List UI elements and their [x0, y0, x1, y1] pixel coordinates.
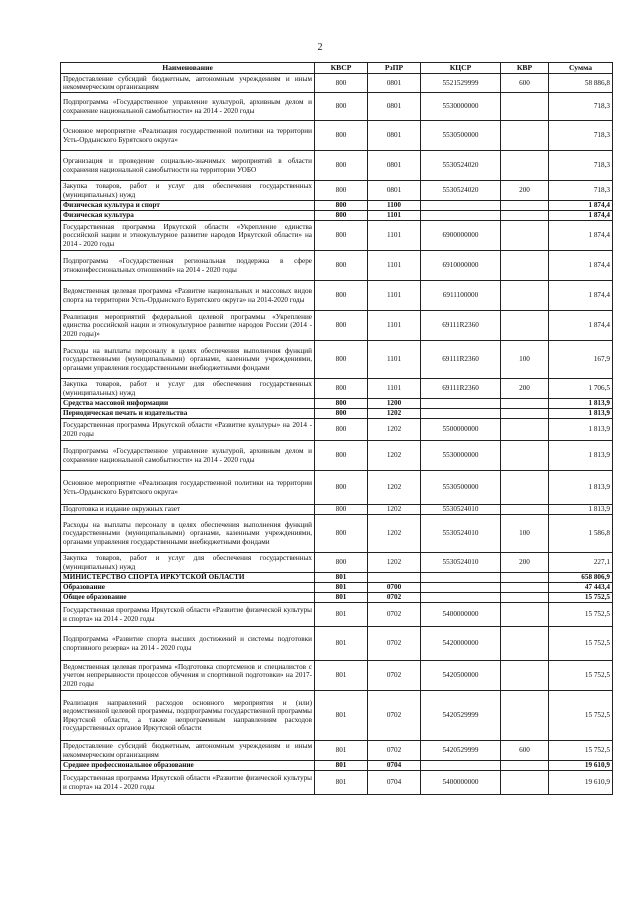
row-kvr — [501, 281, 549, 311]
row-kcsr: 69111R2360 — [421, 379, 501, 399]
row-kvsr: 800 — [315, 251, 368, 281]
row-rzpr: 1202 — [368, 505, 421, 515]
table-row — [61, 281, 613, 311]
row-kvr — [501, 251, 549, 281]
table-row — [61, 573, 613, 583]
table-row — [61, 471, 613, 505]
row-name: МИНИСТЕРСТВО СПОРТА ИРКУТСКОЙ ОБЛАСТИ — [61, 573, 315, 583]
row-sum: 1 874,4 — [549, 281, 613, 311]
row-kvsr: 800 — [315, 93, 368, 121]
row-kvsr: 801 — [315, 771, 368, 795]
row-name: Физическая культура и спорт — [61, 201, 315, 211]
row-kvsr: 800 — [315, 281, 368, 311]
row-sum: 1 813,9 — [549, 441, 613, 471]
row-rzpr: 1101 — [368, 379, 421, 399]
row-sum: 1 586,8 — [549, 515, 613, 553]
row-sum: 15 752,5 — [549, 691, 613, 741]
row-sum: 1 874,4 — [549, 251, 613, 281]
row-kcsr: 5500000000 — [421, 419, 501, 441]
row-sum: 227,1 — [549, 553, 613, 573]
row-rzpr — [368, 573, 421, 583]
row-rzpr: 1101 — [368, 221, 421, 251]
table-row — [61, 151, 613, 181]
row-kvsr: 800 — [315, 121, 368, 151]
row-kvr — [501, 691, 549, 741]
header-rzpr: РзПР — [368, 63, 421, 74]
row-rzpr: 1202 — [368, 515, 421, 553]
row-sum: 1 874,4 — [549, 311, 613, 341]
row-kcsr: 5400000000 — [421, 771, 501, 795]
row-rzpr: 0801 — [368, 151, 421, 181]
row-kvr — [501, 311, 549, 341]
row-name: Реализация направлений расходов основного мероприятия и (или) ведомственной целевой программы, подпрограммы государственной программы Иркутской области, а также непрограммным направлениям расходов государственных органов Иркутской области — [61, 691, 315, 741]
table-row — [61, 399, 613, 409]
row-sum: 15 752,5 — [549, 593, 613, 603]
row-kcsr — [421, 201, 501, 211]
row-rzpr: 1202 — [368, 471, 421, 505]
row-kcsr: 5530500000 — [421, 121, 501, 151]
row-name: Государственная программа Иркутской области «Развитие физической культуры и спорта» на 2014 - 2020 годы — [61, 771, 315, 795]
row-sum: 15 752,5 — [549, 661, 613, 691]
row-kcsr: 5420000000 — [421, 627, 501, 661]
row-name: Ведомственная целевая программа «Развитие национальных и массовых видов спорта на территории Усть-Ордынского Бурятского округа» на 2014-2020 годы — [61, 281, 315, 311]
row-rzpr: 0702 — [368, 603, 421, 627]
row-rzpr: 0702 — [368, 691, 421, 741]
row-kvr: 200 — [501, 553, 549, 573]
row-kcsr: 5530524020 — [421, 181, 501, 201]
row-sum: 658 806,9 — [549, 573, 613, 583]
row-kcsr — [421, 761, 501, 771]
table-row — [61, 251, 613, 281]
row-kvr — [501, 121, 549, 151]
row-kvsr: 801 — [315, 583, 368, 593]
header-kvr: КВР — [501, 63, 549, 74]
row-kvsr: 801 — [315, 593, 368, 603]
row-sum: 15 752,5 — [549, 627, 613, 661]
table-row — [61, 553, 613, 573]
header-name: Наименование — [61, 63, 315, 74]
row-kcsr: 69111R2360 — [421, 311, 501, 341]
row-rzpr: 0801 — [368, 181, 421, 201]
row-sum: 1 813,9 — [549, 471, 613, 505]
row-kvr — [501, 399, 549, 409]
row-kvsr: 801 — [315, 691, 368, 741]
row-kvsr: 800 — [315, 553, 368, 573]
row-kvr: 600 — [501, 741, 549, 761]
row-name: Основное мероприятие «Реализация государственной политики на территории Усть-Ордынского Бурятского округа» — [61, 471, 315, 505]
row-kvsr: 800 — [315, 341, 368, 379]
row-kvsr: 800 — [315, 515, 368, 553]
row-sum: 19 610,9 — [549, 771, 613, 795]
header-sum: Сумма — [549, 63, 613, 74]
row-kvr: 100 — [501, 341, 549, 379]
row-kvr — [501, 505, 549, 515]
row-rzpr: 1101 — [368, 341, 421, 379]
row-rzpr: 1202 — [368, 419, 421, 441]
row-kcsr: 5530524010 — [421, 553, 501, 573]
row-kvr — [501, 573, 549, 583]
row-sum: 718,3 — [549, 151, 613, 181]
budget-table — [60, 62, 613, 795]
row-name: Расходы на выплаты персоналу в целях обеспечения выполнения функций государственными (муниципальными) органами, казенными учреждениями, органами управления государственными внебюджетными фондами — [61, 515, 315, 553]
row-name: Государственная программа Иркутской области «Развитие культуры» на 2014 - 2020 годы — [61, 419, 315, 441]
row-kvr — [501, 441, 549, 471]
table-row — [61, 211, 613, 221]
row-kvr — [501, 419, 549, 441]
row-sum: 718,3 — [549, 121, 613, 151]
header-kvsr: КВСР — [315, 63, 368, 74]
table-row — [61, 311, 613, 341]
row-sum: 47 443,4 — [549, 583, 613, 593]
row-name: Организация и проведение социально-значимых мероприятий в области сохранения национальной самобытности на территории УОБО — [61, 151, 315, 181]
row-kvsr: 800 — [315, 311, 368, 341]
table-row — [61, 181, 613, 201]
row-name: Государственная программа Иркутской области «Укрепление единства российской нации и этнокультурное развитие народов Иркутской области» на 2014 - 2020 годы — [61, 221, 315, 251]
row-kvsr: 801 — [315, 661, 368, 691]
row-name: Предоставление субсидий бюджетным, автономным учреждениям и иным некоммерческим организациям — [61, 74, 315, 93]
row-kvr: 200 — [501, 181, 549, 201]
row-kvsr: 800 — [315, 409, 368, 419]
row-kvr — [501, 771, 549, 795]
row-kcsr: 5530000000 — [421, 441, 501, 471]
row-kvsr: 801 — [315, 603, 368, 627]
row-rzpr: 0704 — [368, 761, 421, 771]
table-row — [61, 93, 613, 121]
row-kcsr: 6911100000 — [421, 281, 501, 311]
row-name: Подпрограмма «Государственная региональная поддержка в сфере этноконфессиональных отношений» на 2014 - 2020 годы — [61, 251, 315, 281]
row-kcsr: 6900000000 — [421, 221, 501, 251]
table-row — [61, 761, 613, 771]
row-rzpr: 1101 — [368, 311, 421, 341]
row-rzpr: 0702 — [368, 593, 421, 603]
row-kvr — [501, 211, 549, 221]
row-kvr — [501, 761, 549, 771]
table-row — [61, 741, 613, 761]
row-kvsr: 800 — [315, 201, 368, 211]
row-rzpr: 0702 — [368, 627, 421, 661]
row-rzpr: 0801 — [368, 121, 421, 151]
table-row — [61, 505, 613, 515]
row-rzpr: 0700 — [368, 583, 421, 593]
row-kvr — [501, 593, 549, 603]
row-kvr — [501, 583, 549, 593]
row-kcsr — [421, 399, 501, 409]
table-body — [61, 74, 613, 795]
row-name: Ведомственная целевая программа «Подготовка спортсменов и специалистов с учетом непрерывности процессов обучения и спортивной подготовки» на 2017-2020 годы — [61, 661, 315, 691]
table-row — [61, 201, 613, 211]
row-name: Физическая культура — [61, 211, 315, 221]
row-sum: 1 874,4 — [549, 211, 613, 221]
table-row — [61, 691, 613, 741]
table-row — [61, 583, 613, 593]
header-kcsr: КЦСР — [421, 63, 501, 74]
row-name: Реализация мероприятий федеральной целевой программы «Укрепление единства российской нации и этнокультурное развитие народов России (2014 - 2020 годы)» — [61, 311, 315, 341]
row-kvsr: 800 — [315, 505, 368, 515]
row-kvr — [501, 627, 549, 661]
row-name: Подготовка и издание окружных газет — [61, 505, 315, 515]
row-sum: 1 813,9 — [549, 505, 613, 515]
table-row — [61, 121, 613, 151]
table-row — [61, 341, 613, 379]
row-kvr — [501, 409, 549, 419]
row-kcsr — [421, 583, 501, 593]
row-kvr — [501, 221, 549, 251]
row-kvr — [501, 151, 549, 181]
row-rzpr: 0702 — [368, 661, 421, 691]
row-kcsr: 5420500000 — [421, 661, 501, 691]
row-rzpr: 1101 — [368, 211, 421, 221]
table-row — [61, 603, 613, 627]
row-kvsr: 800 — [315, 211, 368, 221]
row-kcsr: 69111R2360 — [421, 341, 501, 379]
row-kvsr: 800 — [315, 471, 368, 505]
row-kcsr — [421, 593, 501, 603]
row-kvsr: 800 — [315, 74, 368, 93]
row-kvr: 200 — [501, 379, 549, 399]
row-kvsr: 800 — [315, 441, 368, 471]
row-sum: 1 813,9 — [549, 419, 613, 441]
row-name: Предоставление субсидий бюджетным, автономным учреждениям и иным некоммерческим организациям — [61, 741, 315, 761]
row-kvsr: 800 — [315, 399, 368, 409]
row-rzpr: 0704 — [368, 771, 421, 795]
row-name: Закупка товаров, работ и услуг для обеспечения государственных (муниципальных) нужд — [61, 181, 315, 201]
row-rzpr: 1202 — [368, 409, 421, 419]
row-name: Среднее профессиональное образование — [61, 761, 315, 771]
row-kvr: 600 — [501, 74, 549, 93]
row-kcsr — [421, 211, 501, 221]
row-kvr — [501, 201, 549, 211]
row-sum: 718,3 — [549, 93, 613, 121]
row-kvsr: 800 — [315, 379, 368, 399]
row-sum: 167,9 — [549, 341, 613, 379]
row-rzpr: 0801 — [368, 93, 421, 121]
table-row — [61, 409, 613, 419]
row-kcsr: 6910000000 — [421, 251, 501, 281]
row-rzpr: 0801 — [368, 74, 421, 93]
row-rzpr: 1202 — [368, 553, 421, 573]
row-name: Образование — [61, 583, 315, 593]
row-kcsr: 5530000000 — [421, 93, 501, 121]
row-rzpr: 0702 — [368, 741, 421, 761]
row-kcsr: 5530500000 — [421, 471, 501, 505]
row-name: Периодическая печать и издательства — [61, 409, 315, 419]
row-name: Общее образование — [61, 593, 315, 603]
row-name: Закупка товаров, работ и услуг для обеспечения государственных (муниципальных) нужд — [61, 379, 315, 399]
row-name: Государственная программа Иркутской области «Развитие физической культуры и спорта» на 2014 - 2020 годы — [61, 603, 315, 627]
row-kvr — [501, 661, 549, 691]
row-kvsr: 801 — [315, 573, 368, 583]
row-kcsr: 5420529999 — [421, 691, 501, 741]
table-row — [61, 515, 613, 553]
row-kvsr: 801 — [315, 627, 368, 661]
row-kvsr: 801 — [315, 761, 368, 771]
table-row — [61, 221, 613, 251]
table-row — [61, 441, 613, 471]
row-name: Основное мероприятие «Реализация государственной политики на территории Усть-Ордынского Бурятского округа» — [61, 121, 315, 151]
table-row — [61, 74, 613, 93]
row-kvr — [501, 471, 549, 505]
row-sum: 15 752,5 — [549, 741, 613, 761]
row-name: Подпрограмма «Государственное управление культурой, архивным делом и сохранение национальной самобытности» на 2014 - 2020 годы — [61, 441, 315, 471]
row-kvr — [501, 93, 549, 121]
row-kcsr: 5530524010 — [421, 505, 501, 515]
row-name: Закупка товаров, работ и услуг для обеспечения государственных (муниципальных) нужд — [61, 553, 315, 573]
row-kvr: 100 — [501, 515, 549, 553]
row-kvsr: 800 — [315, 221, 368, 251]
row-name: Подпрограмма «Государственное управление культурой, архивным делом и сохранение национальной самобытности» на 2014 - 2020 годы — [61, 93, 315, 121]
row-sum: 1 813,9 — [549, 399, 613, 409]
row-name: Подпрограмма «Развитие спорта высших достижений и системы подготовки спортивного резерва» на 2014 - 2020 годы — [61, 627, 315, 661]
row-rzpr: 1200 — [368, 399, 421, 409]
row-kcsr — [421, 573, 501, 583]
row-name: Средства массовой информации — [61, 399, 315, 409]
row-kvsr: 800 — [315, 181, 368, 201]
row-sum: 1 874,4 — [549, 221, 613, 251]
row-rzpr: 1101 — [368, 251, 421, 281]
row-sum: 1 706,5 — [549, 379, 613, 399]
table-row — [61, 771, 613, 795]
table-row — [61, 661, 613, 691]
table-row — [61, 627, 613, 661]
row-sum: 1 874,4 — [549, 201, 613, 211]
table-row — [61, 419, 613, 441]
row-kcsr: 5400000000 — [421, 603, 501, 627]
row-kvsr: 801 — [315, 741, 368, 761]
table-header-row — [61, 63, 613, 74]
row-sum: 19 610,9 — [549, 761, 613, 771]
row-sum: 718,3 — [549, 181, 613, 201]
row-sum: 1 813,9 — [549, 409, 613, 419]
table-row — [61, 379, 613, 399]
row-kcsr: 5420529999 — [421, 741, 501, 761]
row-kvsr: 800 — [315, 151, 368, 181]
table-row — [61, 593, 613, 603]
page-number: 2 — [317, 42, 323, 53]
row-kcsr — [421, 409, 501, 419]
row-sum: 58 886,8 — [549, 74, 613, 93]
row-sum: 15 752,5 — [549, 603, 613, 627]
row-kcsr: 5530524010 — [421, 515, 501, 553]
row-kvr — [501, 603, 549, 627]
row-name: Расходы на выплаты персоналу в целях обеспечения выполнения функций государственными (муниципальными) органами, казенными учреждениями, органами управления государственными внебюджетными фондами — [61, 341, 315, 379]
row-rzpr: 1202 — [368, 441, 421, 471]
row-kcsr: 5521529999 — [421, 74, 501, 93]
row-rzpr: 1101 — [368, 281, 421, 311]
row-rzpr: 1100 — [368, 201, 421, 211]
row-kcsr: 5530524020 — [421, 151, 501, 181]
row-kvsr: 800 — [315, 419, 368, 441]
